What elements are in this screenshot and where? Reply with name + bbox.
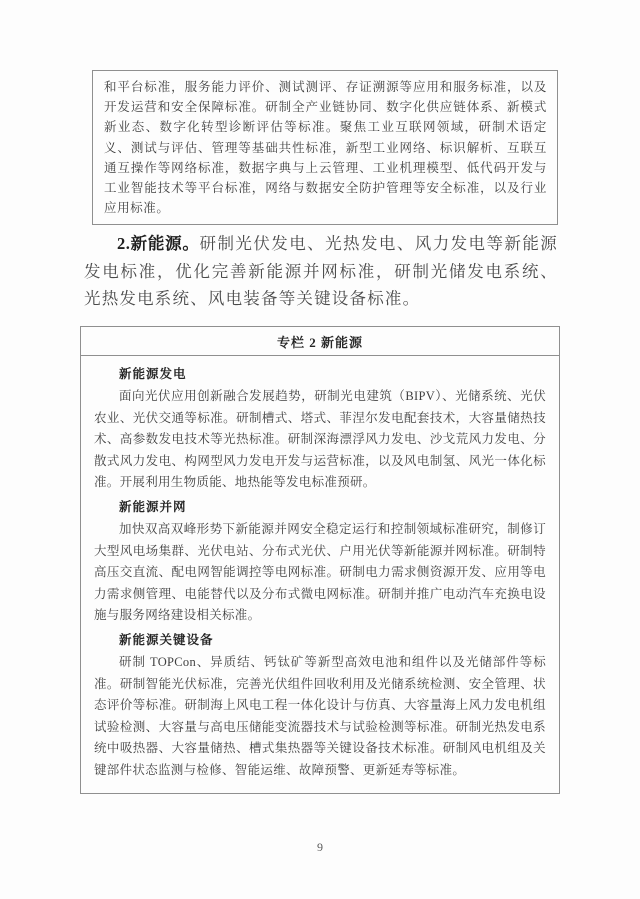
section-2-paragraph bbox=[84, 230, 558, 313]
subsection-text-grid-connection: 加快双高双峰形势下新能源并网安全稳定运行和控制领域标准研究，制修订大型风电场集群、光伏电站、分布式光伏、户用光伏等新能源并网标准。研制特高压交直流、配电网智能调控等电网标准。研制电力需求侧资源开发、应用等电力需求侧管理、电能替代以及分布式微电网标准。研制并推广电动汽车充换电设施与服务网络建设相关标准。 bbox=[94, 521, 546, 623]
section-2-text: 研制光伏发电、光热发电、风力发电等新能源发电标准，优化完善新能源并网标准，研制光储发电系统、光热发电系统、风电装备等关键设备标准。 bbox=[84, 234, 558, 308]
column-2-title: 专栏 2 新能源 bbox=[81, 327, 559, 356]
continuation-paragraph-box bbox=[92, 70, 558, 225]
subsection-text-generation: 面向光伏应用创新融合发展趋势，研制光电建筑（BIPV）、光储系统、光伏农业、光伏交通等标准。研制槽式、塔式、菲涅尔发电配套技术，大容量储热技术、高参数发电技术等光热标准。研制深海漂浮风力发电、沙戈荒风力发电、分散式风力发电、构网型风力发电开发与运营标准，以及风电制氢、风光一体化标准。开展利用生物质能、地热能等发电标准预研。 bbox=[94, 389, 546, 490]
subsection-heading-grid-connection: 新能源并网 bbox=[119, 499, 187, 514]
page-number: 9 bbox=[317, 840, 323, 854]
column-2-box bbox=[80, 326, 560, 794]
subsection-heading-key-equipment: 新能源关键设备 bbox=[119, 632, 214, 647]
subsection-text-key-equipment: 研制 TOPCon、异质结、钙钛矿等新型高效电池和组件以及光储部件等标准。研制智能光伏标准，完善光伏组件回收利用及光储系统检测、安全管理、状态评价等标准。研制海上风电工程一体化设计与仿真、大容量海上风力发电机组试验检测、大容量与高电压储能变流器技术与试验检测等标准。研制光热发电系统中吸热器、大容量储热、槽式集热器等关键设备技术标准。研制风电机组及关键部件状态监测与检修、智能运维、故障预警、更新延寿等标准。 bbox=[94, 654, 546, 777]
section-2-label: 2.新能源。 bbox=[117, 234, 200, 253]
column-2-body bbox=[81, 356, 559, 793]
subsection-heading-generation: 新能源发电 bbox=[119, 367, 187, 381]
continuation-paragraph: 和平台标准，服务能力评价、测试测评、存证溯源等应用和服务标准，以及开发运营和安全保障标准。研制全产业链协同、数字化供应链体系、新模式新业态、数字化转型诊断评估等标准。聚焦工业互联网领域，研制术语定义、测试与评估、管理等基础共性标准，新型工业网络、标识解析、互联互通互操作等网络标准，数据字典与上云管理、工业机理模型、低代码开发与工业智能技术等平台标准，网络与数据安全防护管理等安全标准，以及行业应用标准。 bbox=[104, 80, 547, 216]
